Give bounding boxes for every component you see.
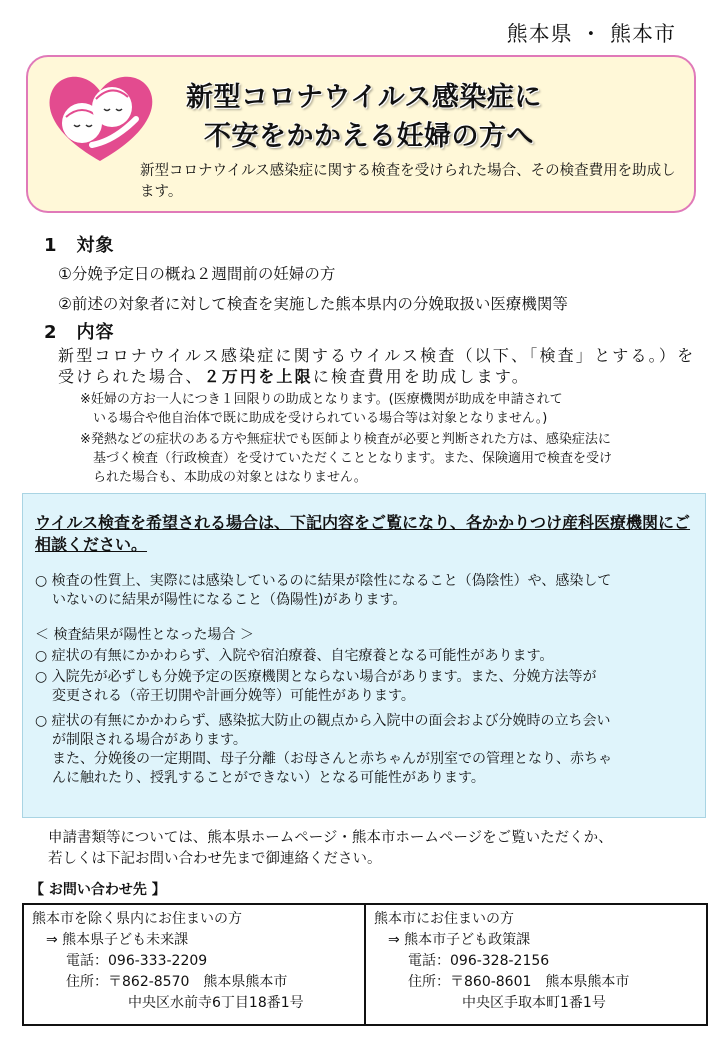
content-text-post: に検査費用を助成します。 [312, 367, 530, 386]
contact-right-address-2: 中央区手取本町1番1号 [462, 995, 606, 1011]
positive-result-subheading: ＜ 検査結果が陽性となった場合 ＞ [35, 627, 254, 643]
contact-left-target: 熊本市を除く県内にお住まいの方 [32, 911, 242, 927]
contact-city [364, 905, 706, 1024]
application-guidance [48, 828, 613, 870]
contact-right-phone: 電話：096-328-2156 [408, 953, 550, 969]
note-2-line-2: 基づく検査（行政検査）を受けていただくこととなります。また、保険適用で検査を受け [93, 451, 612, 466]
target-item-2: ②前述の対象者に対して検査を実施した熊本県内の分娩取扱い医療機関等 [58, 295, 568, 313]
contact-label: 【 お問い合わせ先 】 [30, 882, 166, 898]
banner-description: 新型コロナウイルス感染症に関する検査を受けられた場合、その検査費用を助成します。 [140, 163, 676, 200]
note-2-line-3: られた場合も、本助成の対象とはなりません。 [93, 470, 367, 485]
bullet-hospitalization: ○ 症状の有無にかかわらず、入院や宿泊療養、自宅療養となる可能性があります。 [35, 648, 554, 664]
subsidy-limit: ２万円を上限 [203, 367, 313, 386]
testing-info-box [22, 493, 706, 818]
bullet-1-line-1: ○ 検査の性質上、実際には感染しているのに結果が陰性になること（偽陰性）や、感染して [35, 573, 612, 589]
bullet-1-line-2: いないのに結果が陽性になること（偽陽性)があります。 [52, 592, 407, 608]
title-banner [26, 55, 696, 213]
bullet-4-line-2: が制限される場合があります。 [52, 732, 247, 748]
note-1-line-2: いる場合や他自治体で既に助成を受けられている場合等は対象となりません。) [93, 411, 548, 426]
guidance-line-2: 若しくは下記お問い合わせ先まで御連絡ください。 [48, 851, 382, 867]
contact-left-address-2: 中央区水前寺6丁目18番1号 [128, 995, 304, 1011]
infobox-heading: ウイルス検査を希望される場合は、下記内容をご覧になり、各かかりつけ産科医療機関にご相談ください。 [35, 513, 691, 554]
bullet-4-line-3: また、分娩後の一定期間、母子分離（お母さんと赤ちゃんが別室での管理となり、赤ちゃ [52, 751, 612, 767]
title-line-2: 不安をかかえる妊婦の方へ [204, 121, 534, 152]
guidance-line-1: 申請書類等については、熊本県ホームページ・熊本市ホームページをご覧いただくか、 [48, 830, 613, 846]
target-item-1: ①分娩予定日の概ね２週間前の妊婦の方 [58, 265, 336, 283]
note-1 [80, 390, 563, 428]
note-2-line-1: ※発熱などの症状のある方や無症状でも医師より検査が必要と判断された方は、感染症法に [80, 432, 611, 447]
bullet-visit-restriction [35, 712, 612, 788]
contact-left-dept: ⇒ 熊本県子ども未来課 [46, 932, 189, 948]
note-1-line-1: ※妊婦の方お一人につき１回限りの助成となります。(医療機関が助成を申請されて [80, 392, 563, 407]
mother-baby-logo [44, 69, 156, 167]
bullet-delivery-change [35, 668, 597, 706]
contact-prefecture [24, 905, 364, 1024]
bullet-false-results [35, 572, 611, 610]
note-2 [80, 430, 612, 487]
contact-left-address-1: 住所：〒862-8570 熊本県熊本市 [66, 974, 288, 990]
issuer: 熊本県 ・ 熊本市 [506, 22, 676, 46]
contact-right-dept: ⇒ 熊本市子ども政策課 [388, 932, 531, 948]
bullet-4-line-1: ○ 症状の有無にかかわらず、感染拡大防止の観点から入院中の面会および分娩時の立ち会い [35, 713, 611, 729]
contact-table [22, 903, 708, 1026]
section-2-heading: 2 内容 [44, 322, 115, 343]
content-paragraph [58, 345, 698, 387]
bullet-3-line-1: ○ 入院先が必ずしも分娩予定の医療機関とならない場合があります。また、分娩方法等が [35, 669, 597, 685]
contact-right-target: 熊本市にお住まいの方 [374, 911, 514, 927]
section-1-heading: 1 対象 [44, 235, 115, 256]
title-line-1: 新型コロナウイルス感染症に [186, 82, 542, 113]
contact-left-phone: 電話：096-333-2209 [66, 953, 208, 969]
bullet-4-line-4: んに触れたり、授乳することができない）となる可能性があります。 [52, 770, 485, 786]
contact-right-address-1: 住所：〒860-8601 熊本県熊本市 [408, 974, 630, 990]
bullet-3-line-2: 変更される（帝王切開や計画分娩等）可能性があります。 [52, 688, 415, 704]
content-text-pre: 新型コロナウイルス感染症に関するウイルス検査（以下、「検査」とする。）を受けられた場合、 [58, 346, 696, 386]
